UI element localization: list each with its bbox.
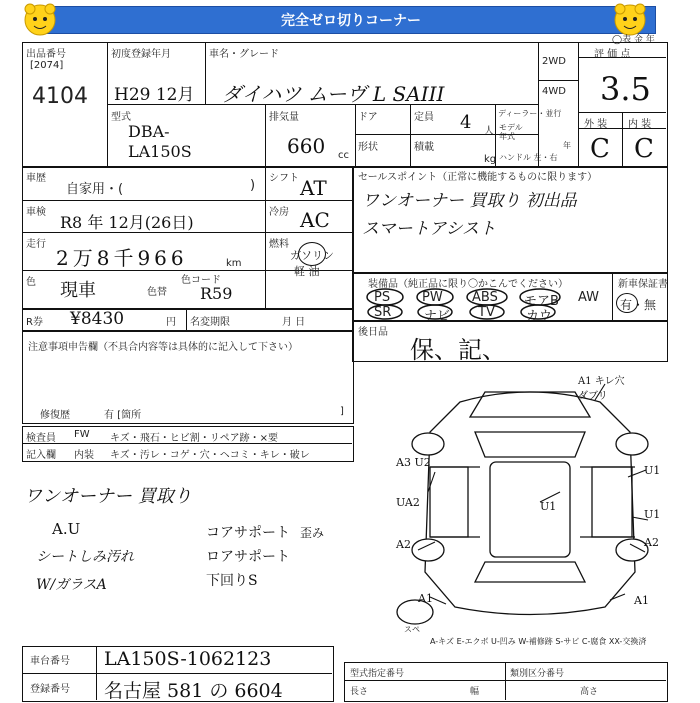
twowd-label: 2WD — [542, 56, 566, 67]
width-label: 幅 — [470, 687, 480, 697]
handwritten-note-5: コアサポート — [206, 525, 290, 541]
inspection-label: 車検 — [26, 207, 46, 218]
after-items-box — [352, 320, 668, 362]
modelyear-sub: 年式 — [499, 132, 515, 141]
damage-tag-5: U1 — [540, 500, 557, 513]
mileage-value: 2万8千966 — [56, 246, 188, 270]
equipment-circle-marks — [362, 287, 562, 321]
inspector-items: キズ・飛石・ヒビ割・リペア跡・×要 — [110, 433, 278, 444]
damage-tag-3: U1 — [644, 464, 661, 477]
interior-grade: C — [634, 134, 654, 164]
page-header — [46, 6, 656, 34]
fuel-diesel: 軽 油 — [294, 265, 320, 278]
handle-label: ハンドル 左・右 — [499, 153, 558, 162]
name-label: 車名・グレード — [209, 49, 279, 60]
reg-value: H29 12月 — [114, 85, 195, 105]
entry-items: キズ・汚レ・コゲ・穴・ヘコミ・キレ・破レ — [110, 450, 310, 461]
modelyear-unit: 年 — [563, 141, 571, 150]
damage-tag-4: UA2 — [396, 496, 420, 509]
equip-cow: カウ — [526, 309, 553, 324]
score-value: 3.5 — [600, 70, 651, 108]
displacement-label: 排気量 — [269, 112, 299, 123]
sales-point-label: セールスポイント（正常に機能するものに限ります） — [358, 172, 598, 183]
recycle-label: R券 — [26, 317, 43, 328]
sales-point-2: スマートアシスト — [362, 219, 496, 239]
warranty-value: 有・無 — [620, 298, 657, 312]
lot-sub: [2074] — [30, 60, 64, 71]
class-number-label: 類別区分番号 — [510, 669, 565, 679]
equip-pw: PW — [422, 290, 443, 305]
entry-interior: 内装 — [74, 450, 94, 461]
type-cert-label: 型式指定番号 — [350, 669, 405, 679]
paint-change-label: 色替 — [147, 287, 167, 298]
inspection-value: R8 年 12月(26日) — [60, 213, 194, 232]
corner-note: ◯表 金 年 — [612, 35, 655, 45]
entry-label: 記入欄 — [26, 450, 56, 461]
regno-label: 登録番号 — [30, 684, 70, 695]
model-line2: LA150S — [128, 142, 192, 161]
load-label: 積載 — [414, 142, 434, 153]
repair-history-value: 有 [箇所 — [104, 410, 142, 421]
name-change-unit: 月 日 — [282, 317, 306, 328]
equip-ps: PS — [374, 290, 391, 305]
fuel-gasoline: ガソリン — [290, 249, 334, 262]
handwritten-note-4: W/ガラスA — [36, 577, 107, 593]
handwritten-brace-note: 歪み — [300, 526, 325, 540]
score-label: 評 価 点 — [594, 49, 631, 60]
repair-history-close: ] — [340, 406, 344, 417]
lot-number: 4104 — [32, 84, 88, 109]
damage-tag-8: A2 — [644, 536, 659, 549]
fuel-circle-mark — [298, 242, 326, 266]
exterior-label: 外 装 — [584, 119, 608, 130]
damage-tag-10: A1 — [634, 594, 649, 607]
equip-navi: ナビ — [424, 309, 451, 324]
cooling-value: AC — [300, 208, 330, 232]
recycle-value: ¥8430 — [70, 309, 125, 329]
equip-sr: SR — [374, 305, 392, 320]
name-value: ダイハツ ムーヴ L SAIII — [222, 82, 445, 106]
capacity-unit: 人 — [484, 126, 494, 137]
sales-point-1: ワンオーナー 買取り 初出品 — [362, 191, 577, 211]
repair-history-label: 修復歴 — [40, 410, 70, 421]
damage-tag-7: A2 — [396, 538, 411, 551]
caution-label: 注意事項申告欄（不具合内容等は具体的に記入して下さい） — [28, 342, 298, 353]
history-value: 自家用・( — [66, 182, 124, 197]
length-label: 長さ — [350, 687, 369, 697]
color-value: 現車 — [60, 280, 96, 301]
header-title: 完全ゼロ切りコーナー — [281, 13, 421, 29]
mileage-label: 走行 — [26, 239, 46, 250]
shift-value: AT — [300, 176, 327, 200]
shift-label: シフト — [269, 173, 299, 184]
shape-label: 形状 — [358, 142, 378, 153]
after-items-value: 保、記、 — [410, 336, 506, 364]
equip-abs: ABS — [472, 290, 498, 305]
handwritten-note-2: A.U — [52, 520, 81, 538]
equipment-label: 装備品（純正品に限り〇かこんでください） — [368, 279, 568, 290]
damage-tag-6: U1 — [644, 508, 661, 521]
door-label: ドア — [358, 112, 378, 123]
after-items-label: 後日品 — [358, 327, 388, 338]
handwritten-note-1: ワンオーナー 買取り — [24, 486, 192, 507]
damage-legend: A-キズ E-エクボ U-凹み W-補修跡 S-サビ C-腐食 XX-交換済 — [430, 637, 647, 646]
damage-tag-2: A3 U2 — [396, 456, 431, 469]
handwritten-note-3: シートしみ汚れ — [36, 549, 134, 565]
displacement-unit: cc — [338, 150, 349, 161]
warranty-label: 新車保証書 — [618, 279, 668, 290]
color-code-label: 色コード — [181, 275, 221, 286]
warranty-circle-mark — [616, 293, 638, 313]
equip-airbag: モアB — [524, 294, 559, 309]
damage-tag-1: A1 キレ穴 ダブリ — [578, 376, 625, 402]
cooling-label: 冷房 — [269, 207, 289, 218]
lot-label: 出品番号 — [26, 49, 66, 60]
name-change-label: 名変期限 — [190, 317, 230, 328]
capacity-value: 4 — [460, 112, 472, 133]
history-close: ) — [250, 178, 256, 193]
load-unit: kg — [484, 154, 497, 165]
displacement-value: 660 — [287, 134, 326, 158]
chassis-value: LA150S-1062123 — [104, 648, 272, 670]
fuel-label: 燃料 — [269, 239, 289, 250]
inspector-label: 検査員 — [26, 433, 56, 444]
height-label: 高さ — [580, 687, 599, 697]
exterior-grade: C — [590, 134, 610, 164]
equip-aw: AW — [578, 290, 600, 305]
model-line1: DBA- — [128, 122, 170, 141]
color-code-value: R59 — [200, 284, 233, 303]
mascot-icon-left — [22, 2, 58, 38]
dealer-label: ディーラー・並行 — [498, 109, 562, 118]
damage-tag-11: スペ — [404, 625, 420, 634]
interior-label: 内 装 — [628, 119, 652, 130]
fourwd-label: 4WD — [542, 86, 566, 97]
handwritten-note-6: ロアサポート — [206, 549, 290, 565]
handwritten-note-7: 下回りS — [206, 573, 258, 589]
damage-tag-9: A1 — [418, 592, 433, 605]
color-label: 色 — [26, 277, 36, 288]
capacity-label: 定員 — [414, 112, 434, 123]
model-label: 型式 — [111, 112, 131, 123]
modelyear-label: モデル — [499, 123, 523, 132]
equip-tv: TV — [478, 305, 495, 320]
recycle-unit: 円 — [166, 317, 176, 328]
inspector-fw: FW — [74, 429, 90, 440]
reg-label: 初度登録年月 — [111, 49, 171, 60]
chassis-label: 車台番号 — [30, 656, 70, 667]
mileage-unit: km — [226, 258, 242, 269]
history-label: 車歴 — [26, 173, 46, 184]
regno-value: 名古屋 581 の 6604 — [104, 680, 283, 702]
